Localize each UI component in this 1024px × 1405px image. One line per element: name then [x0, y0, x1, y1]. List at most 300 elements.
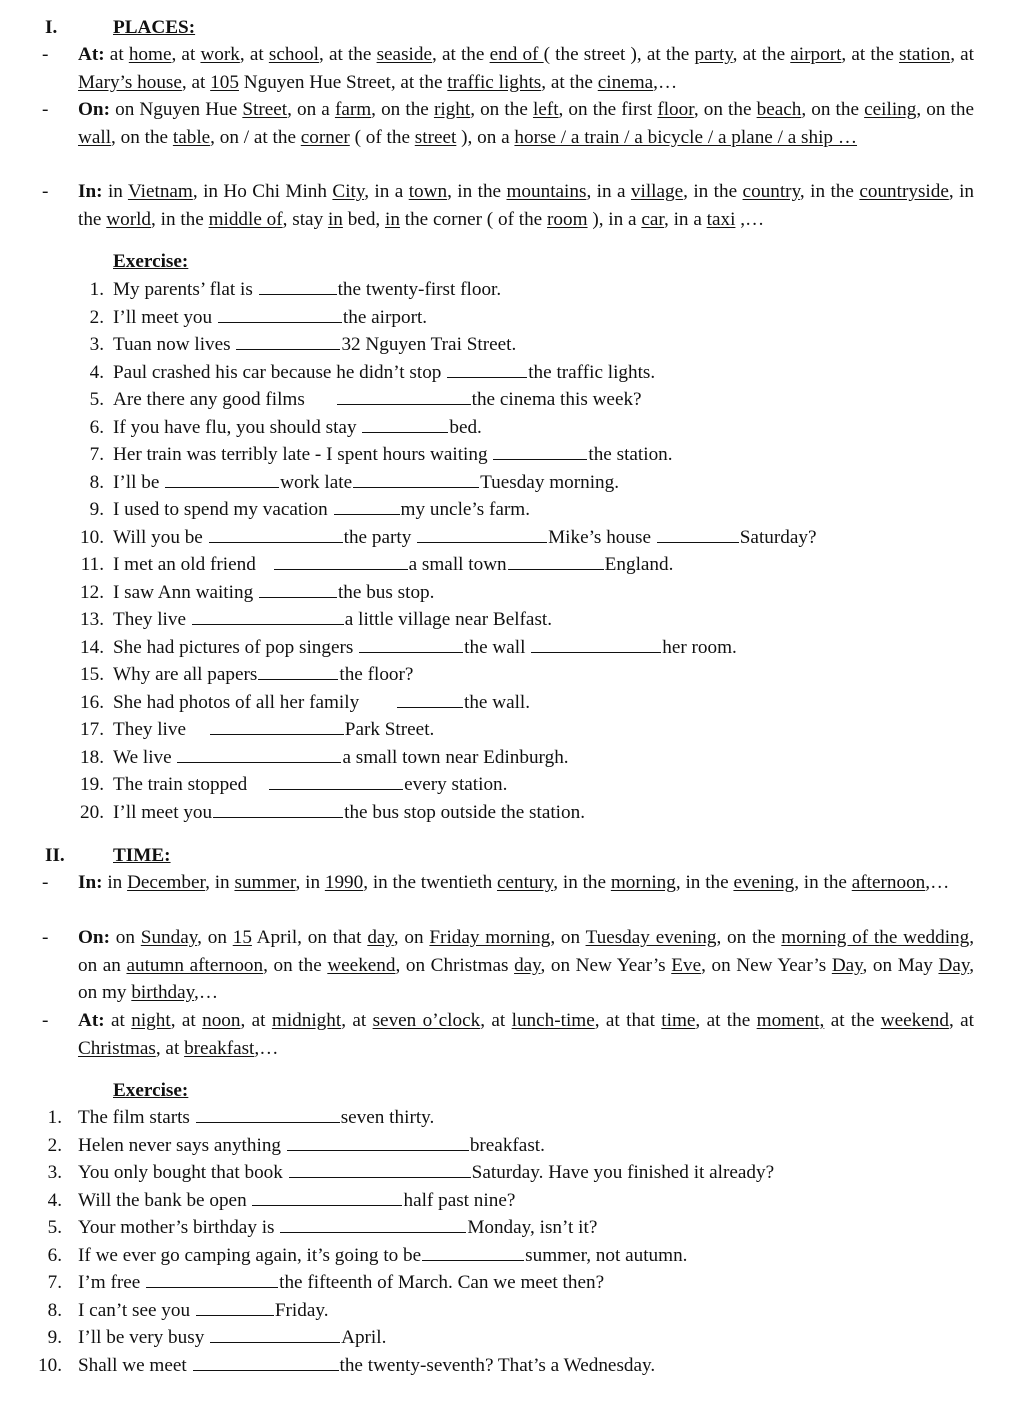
question-text: [113, 524, 817, 552]
text-fragment: , at: [155, 1037, 185, 1059]
question-text: [78, 1269, 604, 1297]
question-number: 8.: [47, 1299, 62, 1321]
text-fragment: half past nine?: [403, 1189, 516, 1211]
question-text: [113, 441, 673, 469]
text-fragment: , in: [295, 872, 325, 893]
rule-text: [78, 1007, 974, 1062]
text-fragment: , at: [240, 1010, 272, 1031]
text-fragment: April, on that: [251, 927, 368, 948]
text-fragment: , on May: [862, 954, 939, 976]
underlined-keyword: station: [899, 44, 951, 65]
answer-blank[interactable]: [657, 524, 739, 543]
text-fragment: Paul crashed his car because he didn’t stop: [113, 361, 447, 383]
underlined-keyword: day: [367, 927, 394, 948]
rule-label: At:: [78, 1010, 105, 1031]
answer-blank[interactable]: [192, 606, 344, 625]
text-fragment: They live: [113, 719, 191, 741]
answer-blank[interactable]: [353, 469, 479, 488]
question-text: [113, 744, 569, 772]
underlined-keyword: ceiling: [864, 99, 917, 120]
question-number: 10.: [38, 1354, 62, 1376]
answer-blank[interactable]: [259, 276, 337, 295]
text-fragment: the traffic lights.: [528, 361, 656, 383]
question-number: 6.: [47, 1244, 62, 1266]
underlined-keyword: traffic lights: [447, 71, 542, 93]
text-fragment: the bus stop.: [337, 581, 435, 603]
answer-blank[interactable]: [359, 634, 463, 653]
text-fragment: seven thirty.: [340, 1107, 435, 1128]
text-fragment: I saw Ann waiting: [113, 581, 258, 603]
text-fragment: her room.: [662, 636, 737, 658]
text-fragment: , in the: [683, 181, 743, 202]
underlined-keyword: room: [547, 208, 588, 230]
question-text: [113, 579, 434, 607]
underlined-keyword: Christmas: [78, 1037, 156, 1059]
answer-blank[interactable]: [269, 771, 403, 790]
text-fragment: , on the: [916, 99, 974, 120]
text-fragment: If you have flu, you should stay: [113, 416, 362, 438]
text-fragment: Will the bank be open: [78, 1189, 252, 1211]
question-text: [78, 1242, 687, 1270]
answer-blank[interactable]: [447, 359, 527, 378]
text-fragment: I used to spend my vacation: [113, 499, 333, 521]
text-fragment: , at: [171, 44, 201, 65]
text-fragment: the wall.: [463, 691, 531, 713]
question-text: [113, 689, 530, 717]
text-fragment: the bus stop outside the station.: [344, 801, 586, 823]
answer-blank[interactable]: [196, 1297, 274, 1316]
question-number: 10.: [80, 526, 104, 548]
underlined-keyword: middle of: [208, 208, 283, 230]
text-fragment: , at: [181, 71, 211, 93]
text-fragment: Shall we meet: [78, 1354, 192, 1376]
text-fragment: , at: [341, 1010, 373, 1031]
question-text: [113, 606, 552, 634]
text-fragment: , on the: [111, 126, 173, 148]
underlined-keyword: Day: [831, 954, 863, 976]
bullet-dash: -: [42, 181, 49, 202]
underlined-keyword: morning: [610, 872, 676, 893]
underlined-keyword: beach: [756, 99, 802, 120]
text-fragment: the party: [343, 526, 417, 548]
question-row: [0, 1324, 1024, 1352]
answer-blank[interactable]: [531, 634, 661, 653]
text-fragment: a little village near Belfast.: [344, 609, 553, 631]
text-fragment: , on the: [470, 99, 533, 120]
text-fragment: , in Ho Chi Minh: [192, 181, 333, 202]
underlined-keyword: Tuesday evening: [585, 927, 717, 948]
underlined-keyword: evening: [733, 872, 795, 893]
answer-blank[interactable]: [422, 1242, 524, 1261]
underlined-keyword: Sunday: [140, 927, 198, 948]
question-text: [113, 771, 507, 799]
section-2-number: II.: [45, 845, 65, 866]
underlined-keyword: morning of the wedding: [781, 927, 970, 948]
question-text: [113, 414, 482, 442]
text-fragment: the corner ( of the: [399, 208, 547, 230]
text-fragment: ), on a: [456, 126, 515, 148]
underlined-keyword: weekend: [327, 954, 396, 976]
question-number: 13.: [80, 609, 104, 631]
answer-blank[interactable]: [210, 716, 344, 735]
question-row: [0, 441, 1024, 469]
text-fragment: every station.: [404, 774, 508, 796]
answer-blank[interactable]: [362, 414, 448, 433]
text-fragment: Her train was terribly late - I spent hours waiting: [113, 444, 493, 466]
underlined-keyword: table: [172, 126, 211, 148]
text-fragment: , in the: [553, 872, 611, 893]
text-fragment: the fifteenth of March. Can we meet then?: [279, 1272, 605, 1294]
text-fragment: ,…: [925, 872, 950, 893]
answer-blank[interactable]: [165, 469, 279, 488]
question-number: 18.: [80, 746, 104, 768]
question-row: [0, 799, 1024, 827]
underlined-keyword: in: [385, 208, 400, 230]
question-row: [0, 771, 1024, 799]
question-row: [0, 496, 1024, 524]
underlined-keyword: floor: [657, 99, 694, 120]
text-fragment: , in the: [151, 208, 209, 230]
answer-blank[interactable]: [258, 661, 338, 680]
rule-text: [78, 41, 974, 96]
question-row: [0, 1352, 1024, 1380]
answer-blank[interactable]: [493, 441, 587, 460]
rule-text: [78, 96, 974, 151]
answer-blank[interactable]: [146, 1269, 278, 1288]
question-text: [113, 331, 516, 359]
underlined-keyword: afternoon: [851, 872, 926, 893]
underlined-keyword: street: [414, 126, 457, 148]
underlined-keyword: wall: [78, 126, 112, 148]
text-fragment: ( the street ), at the: [543, 44, 695, 65]
underlined-keyword: time: [661, 1010, 696, 1031]
answer-blank[interactable]: [508, 551, 604, 570]
question-row: [0, 386, 1024, 414]
text-fragment: , in a: [364, 181, 409, 202]
underlined-keyword: corner: [300, 126, 350, 148]
text-fragment: the twenty-seventh? That’s a Wednesday.: [339, 1354, 656, 1376]
underlined-keyword: seven o’clock: [372, 1010, 481, 1031]
question-number: 3.: [47, 1162, 62, 1184]
question-row: [0, 661, 1024, 689]
text-fragment: Friday.: [274, 1299, 329, 1321]
answer-blank[interactable]: [337, 386, 471, 405]
answer-blank[interactable]: [274, 551, 408, 570]
underlined-keyword: 15: [232, 927, 252, 948]
question-row: [0, 689, 1024, 717]
bullet-dash: -: [42, 872, 49, 893]
exercise-2-title: Exercise:: [113, 1080, 189, 1101]
text-fragment: She had pictures of pop singers: [113, 636, 359, 658]
question-text: [78, 1132, 545, 1160]
text-fragment: Tuan now lives: [113, 334, 236, 356]
section-1-number: I.: [45, 17, 58, 38]
question-number: 4.: [47, 1189, 62, 1211]
text-fragment: Nguyen Hue Street, at the: [238, 71, 448, 93]
text-fragment: the floor?: [339, 664, 414, 686]
underlined-keyword: Day: [938, 954, 970, 976]
underlined-keyword: world: [106, 208, 152, 230]
underlined-keyword: farm: [334, 99, 372, 120]
question-row: [0, 1214, 1024, 1242]
question-row: [0, 359, 1024, 387]
question-row: [0, 524, 1024, 552]
text-fragment: , in the: [799, 181, 860, 202]
text-fragment: , in the: [794, 872, 852, 893]
answer-blank[interactable]: [417, 524, 547, 543]
answer-blank[interactable]: [193, 1352, 339, 1371]
underlined-keyword: Street: [242, 99, 288, 120]
question-row: [0, 1297, 1024, 1325]
text-fragment: the cinema this week?: [471, 389, 642, 411]
text-fragment: at: [104, 44, 129, 65]
answer-blank[interactable]: [236, 331, 340, 350]
text-fragment: , at the: [841, 44, 900, 65]
text-fragment: We live: [113, 746, 177, 768]
question-text: [113, 661, 413, 689]
underlined-keyword: day: [514, 954, 541, 976]
question-number: 16.: [80, 691, 104, 713]
question-text: [78, 1324, 386, 1352]
text-fragment: I’ll meet you: [113, 801, 213, 823]
underlined-keyword: midnight: [271, 1010, 342, 1031]
question-row: [0, 1187, 1024, 1215]
text-fragment: ,…: [653, 71, 678, 93]
underlined-keyword: Vietnam: [127, 181, 193, 202]
text-fragment: , at the: [432, 44, 490, 65]
text-fragment: England.: [604, 554, 674, 576]
question-text: [113, 634, 737, 662]
question-number: 9.: [89, 499, 104, 521]
question-number: 1.: [89, 279, 104, 300]
text-fragment: If we ever go camping again, it’s going to be: [78, 1244, 422, 1266]
text-fragment: on Nguyen Hue: [110, 99, 243, 120]
text-fragment: I met an old friend: [113, 554, 261, 576]
text-fragment: , on the: [801, 99, 865, 120]
question-row: [0, 606, 1024, 634]
question-number: 15.: [80, 664, 104, 686]
text-fragment: , at: [480, 1010, 512, 1031]
text-fragment: Are there any good films: [113, 389, 310, 411]
text-fragment: a small town: [408, 554, 507, 576]
question-text: [78, 1159, 774, 1187]
underlined-keyword: right: [433, 99, 471, 120]
underlined-keyword: airport: [790, 44, 842, 65]
answer-blank[interactable]: [280, 1214, 466, 1233]
text-fragment: Your mother’s birthday is: [78, 1217, 280, 1239]
text-fragment: bed,: [342, 208, 386, 230]
text-fragment: the airport.: [342, 306, 428, 328]
text-fragment: , at the: [541, 71, 598, 93]
question-row: [0, 579, 1024, 607]
answer-blank[interactable]: [218, 304, 342, 323]
text-fragment: on: [110, 927, 141, 948]
text-fragment: Park Street.: [344, 719, 435, 741]
text-fragment: Why are all papers: [113, 664, 258, 686]
question-number: 5.: [89, 389, 104, 411]
question-row: [0, 716, 1024, 744]
text-fragment: breakfast.: [469, 1134, 545, 1156]
text-fragment: , on the: [263, 954, 328, 976]
underlined-keyword: in: [327, 208, 343, 230]
text-fragment: Monday, isn’t it?: [467, 1217, 598, 1239]
question-row: [0, 634, 1024, 662]
text-fragment: Helen never says anything: [78, 1134, 286, 1156]
underlined-keyword: town: [408, 181, 448, 202]
underlined-keyword: noon: [202, 1010, 241, 1031]
question-text: [78, 1187, 515, 1215]
underlined-keyword: taxi: [706, 208, 736, 230]
question-row: [0, 414, 1024, 442]
text-fragment: April.: [341, 1327, 387, 1349]
question-number: 11.: [80, 554, 104, 576]
text-fragment: , in the: [78, 181, 974, 230]
section-2-title: TIME:: [113, 845, 171, 866]
text-fragment: , on the: [716, 927, 782, 948]
text-fragment: Will you be: [113, 526, 208, 548]
text-fragment: The train stopped: [113, 774, 253, 796]
answer-blank[interactable]: [259, 579, 337, 598]
rule-text: [78, 178, 974, 233]
answer-blank[interactable]: [289, 1159, 471, 1178]
underlined-keyword: party: [694, 44, 733, 65]
underlined-keyword: Mary’s house: [78, 71, 182, 93]
underlined-keyword: night: [131, 1010, 171, 1031]
text-fragment: , on a: [287, 99, 335, 120]
answer-blank[interactable]: [210, 1324, 340, 1343]
underlined-keyword: autumn afternoon: [126, 954, 264, 976]
bullet-dash: -: [42, 1010, 49, 1031]
underlined-keyword: City: [332, 181, 365, 202]
text-fragment: , at that: [594, 1010, 662, 1031]
text-fragment: I’ll meet you: [113, 306, 217, 328]
text-fragment: , on my: [78, 954, 974, 1003]
underlined-keyword: century: [496, 872, 554, 893]
question-row: [0, 469, 1024, 497]
text-fragment: , at: [948, 1010, 974, 1031]
underlined-keyword: cinema: [597, 71, 654, 93]
question-text: [113, 496, 530, 524]
bullet-dash: -: [42, 927, 49, 948]
text-fragment: ( of the: [349, 126, 415, 148]
question-number: 9.: [47, 1327, 62, 1349]
underlined-keyword: seaside: [376, 44, 432, 65]
text-fragment: at the: [824, 1010, 881, 1031]
rule-label: On:: [78, 99, 110, 120]
question-number: 19.: [80, 774, 104, 796]
text-fragment: , on the: [371, 99, 434, 120]
question-text: [113, 469, 619, 497]
question-text: [113, 551, 673, 579]
text-fragment: , at: [170, 1010, 203, 1031]
text-fragment: , on Christmas: [395, 954, 515, 976]
text-fragment: My parents’ flat is: [113, 279, 258, 300]
rule-label: On:: [78, 927, 110, 948]
text-fragment: You only bought that book: [78, 1162, 288, 1184]
text-fragment: at: [104, 1010, 132, 1031]
question-text: [113, 304, 427, 332]
underlined-keyword: 105: [210, 71, 239, 93]
underlined-keyword: left: [532, 99, 559, 120]
underlined-keyword: country: [742, 181, 800, 202]
text-fragment: the twenty-first floor.: [337, 279, 502, 300]
text-fragment: , on New Year’s: [540, 954, 672, 976]
question-text: [113, 276, 501, 304]
underlined-keyword: Eve: [671, 954, 702, 976]
answer-blank[interactable]: [213, 799, 343, 818]
text-fragment: , on the first: [558, 99, 658, 120]
text-fragment: They live: [113, 609, 191, 631]
text-fragment: in: [102, 872, 128, 893]
question-text: [78, 1352, 655, 1380]
answer-blank[interactable]: [177, 744, 341, 763]
text-fragment: my uncle’s farm.: [400, 499, 531, 521]
text-fragment: Saturday?: [739, 526, 817, 548]
text-fragment: the station.: [588, 444, 673, 466]
text-fragment: The film starts: [78, 1107, 195, 1128]
question-number: 6.: [89, 416, 104, 438]
question-number: 8.: [89, 471, 104, 493]
question-number: 2.: [89, 306, 104, 328]
rule-text: [78, 869, 974, 897]
question-number: 7.: [47, 1272, 62, 1294]
rule-label: At:: [78, 44, 105, 65]
question-number: 5.: [47, 1217, 62, 1239]
answer-blank[interactable]: [196, 1104, 340, 1123]
text-fragment: I’ll be: [113, 471, 165, 493]
underlined-keyword: lunch-time: [511, 1010, 595, 1031]
answer-blank[interactable]: [209, 524, 343, 543]
text-fragment: , in a: [664, 208, 707, 230]
text-fragment: bed.: [449, 416, 482, 438]
rule-text: [78, 924, 974, 1007]
question-row: [0, 1132, 1024, 1160]
underlined-keyword: weekend: [880, 1010, 949, 1031]
rule-label: In:: [78, 872, 103, 893]
question-number: 4.: [89, 361, 104, 383]
text-fragment: summer, not autumn.: [525, 1244, 688, 1266]
text-fragment: Tuesday morning.: [480, 471, 620, 493]
rule-label: In:: [78, 181, 103, 202]
underlined-keyword: end of: [489, 44, 544, 65]
question-number: 3.: [89, 334, 104, 356]
underlined-keyword: horse / a train / a bicycle / a plane / a ship …: [514, 126, 858, 148]
bullet-dash: -: [42, 44, 49, 65]
underlined-keyword: car: [641, 208, 664, 230]
text-fragment: I can’t see you: [78, 1299, 195, 1321]
question-row: [0, 1269, 1024, 1297]
question-number: 20.: [80, 801, 104, 823]
text-fragment: I’m free: [78, 1272, 146, 1294]
underlined-keyword: mountains: [506, 181, 587, 202]
question-row: [0, 304, 1024, 332]
text-fragment: , on New Year’s: [701, 954, 832, 976]
underlined-keyword: Friday morning: [429, 927, 551, 948]
text-fragment: the wall: [464, 636, 531, 658]
text-fragment: , on / at the: [210, 126, 301, 148]
question-number: 7.: [89, 444, 104, 466]
text-fragment: in: [102, 181, 128, 202]
answer-blank[interactable]: [334, 496, 400, 515]
exercise-1-title: Exercise:: [113, 251, 189, 272]
answer-blank[interactable]: [397, 689, 463, 708]
underlined-keyword: work: [200, 44, 240, 65]
answer-blank[interactable]: [287, 1132, 469, 1151]
underlined-keyword: breakfast: [184, 1037, 255, 1059]
text-fragment: a small town near Edinburgh.: [342, 746, 569, 768]
section-1-title: PLACES:: [113, 17, 196, 38]
answer-blank[interactable]: [252, 1187, 402, 1206]
